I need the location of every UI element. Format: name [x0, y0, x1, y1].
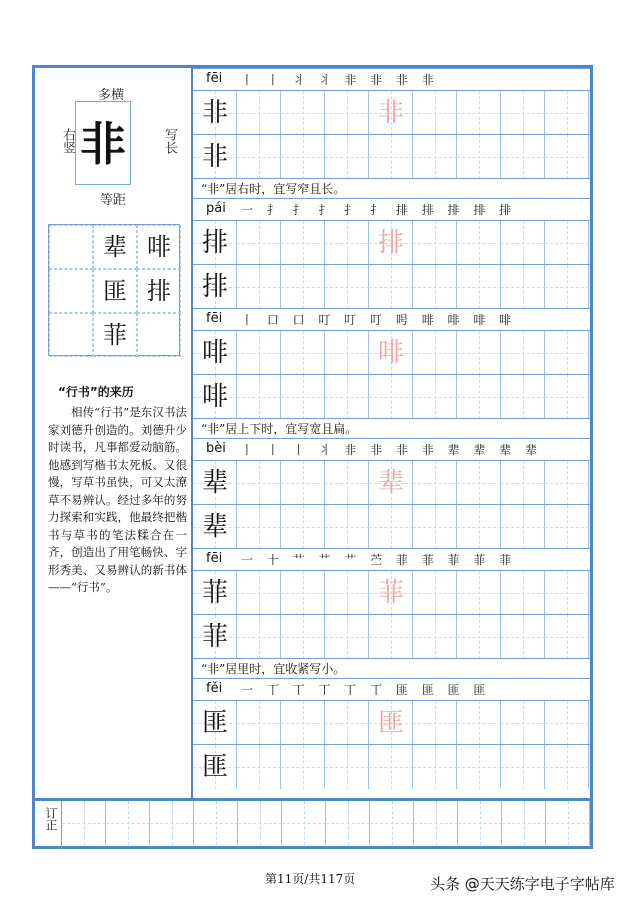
pinyin: fěi: [206, 681, 223, 696]
grid-cell[interactable]: [325, 461, 369, 505]
trace-char: 排: [377, 228, 404, 258]
grid-cell[interactable]: [413, 135, 457, 179]
grid-cell[interactable]: [501, 701, 545, 745]
story-title: “行书”的来历: [58, 385, 134, 399]
grid-cell[interactable]: [413, 221, 457, 265]
grid-cell[interactable]: [325, 571, 369, 615]
grid-cell[interactable]: [457, 571, 501, 615]
grid-cell[interactable]: [193, 505, 237, 549]
model-char: 菲: [201, 622, 228, 652]
grid-cell[interactable]: [237, 571, 281, 615]
grid-cell[interactable]: [413, 265, 457, 309]
stroke-order: 一 丅 丅 丅 丅 丅 匪 匪 匪 匪: [241, 683, 491, 697]
stroke-order: 丨 丨 丬 丬 非 非 非 非: [241, 73, 439, 87]
grid-cell[interactable]: [501, 135, 545, 179]
correction-cell[interactable]: [502, 801, 546, 845]
page-footer: 第11页/共117页: [265, 872, 356, 886]
grid-cell[interactable]: [413, 745, 457, 789]
correction-cell[interactable]: [150, 801, 194, 845]
practice-grid-row: [193, 700, 590, 744]
stroke-order: 丨 口 口 叮 叮 叮 呺 啡 啡 啡 啡: [241, 313, 517, 327]
grid-cell[interactable]: [413, 615, 457, 659]
grid-cell[interactable]: [237, 221, 281, 265]
grid-cell[interactable]: [545, 331, 589, 375]
grid-cell[interactable]: [545, 265, 589, 309]
grid-cell[interactable]: [325, 135, 369, 179]
grid-cell[interactable]: [193, 701, 237, 745]
grid-cell[interactable]: [193, 135, 237, 179]
grid-cell[interactable]: [281, 221, 325, 265]
grid-cell[interactable]: [457, 461, 501, 505]
grid-cell[interactable]: [369, 461, 413, 505]
grid-cell[interactable]: [281, 91, 325, 135]
grid-cell[interactable]: [457, 505, 501, 549]
pinyin: bèi: [206, 441, 226, 456]
grid-cell[interactable]: [193, 745, 237, 789]
grid-cell[interactable]: [281, 571, 325, 615]
practice-grid-row: [193, 134, 590, 178]
grid-cell[interactable]: [369, 615, 413, 659]
pinyin: fēi: [206, 71, 223, 86]
grid-cell[interactable]: [369, 91, 413, 135]
grid-cell[interactable]: [501, 505, 545, 549]
pinyin-row: [193, 438, 590, 460]
grid-cell[interactable]: [501, 461, 545, 505]
stroke-order: 一 十 艹 艹 艹 苎 菲 菲 菲 菲 菲: [241, 553, 517, 567]
writing-tip: “非”居里时，宜收紧写小。: [193, 658, 590, 678]
writing-tip: “非”居右时，宜写窄且长。: [193, 178, 590, 198]
word-grid: [48, 224, 180, 356]
grid-cell[interactable]: [413, 461, 457, 505]
practice-grid-row: [193, 220, 590, 264]
grid-cell[interactable]: [281, 265, 325, 309]
grid-cell[interactable]: [413, 375, 457, 419]
practice-grid-row: [193, 330, 590, 374]
pinyin-row: [193, 198, 590, 220]
grid-cell[interactable]: [501, 91, 545, 135]
grid-cell[interactable]: [501, 571, 545, 615]
model-char: 排: [201, 228, 228, 258]
grid-cell[interactable]: [237, 375, 281, 419]
pinyin: fēi: [206, 551, 223, 566]
model-char: 啡: [201, 338, 228, 368]
grid-cell[interactable]: [545, 505, 589, 549]
model-char: 辈: [201, 512, 228, 542]
grid-cell[interactable]: [501, 221, 545, 265]
grid-cell[interactable]: [545, 461, 589, 505]
grid-cell[interactable]: [281, 375, 325, 419]
model-char: 非: [201, 98, 228, 128]
grid-cell[interactable]: [369, 265, 413, 309]
grid-cell[interactable]: [369, 745, 413, 789]
grid-cell[interactable]: [457, 265, 501, 309]
grid-cell[interactable]: [193, 221, 237, 265]
grid-cell[interactable]: [325, 375, 369, 419]
grid-cell[interactable]: [193, 615, 237, 659]
grid-cell[interactable]: [281, 615, 325, 659]
model-char: 辈: [201, 468, 228, 498]
correction-cell[interactable]: [458, 801, 502, 845]
practice-grid-row: [193, 614, 590, 658]
grid-cell[interactable]: [545, 375, 589, 419]
grid-cell[interactable]: [413, 505, 457, 549]
grid-cell[interactable]: [369, 135, 413, 179]
grid-cell[interactable]: [325, 265, 369, 309]
model-char: 非: [201, 142, 228, 172]
stroke-order: 一 扌 扌 扌 扌 扌 排 排 排 排 排: [241, 203, 517, 217]
model-char: 匪: [201, 752, 228, 782]
writing-tip: “非”居上下时，宜写宽且扁。: [193, 418, 590, 438]
practice-grid-row: [193, 504, 590, 548]
pinyin-row: [193, 68, 590, 90]
grid-cell[interactable]: [369, 505, 413, 549]
trace-char: 辈: [377, 468, 404, 498]
practice-area: [193, 68, 590, 798]
pinyin-row: [193, 548, 590, 570]
correction-cell[interactable]: [194, 801, 238, 845]
grid-cell[interactable]: [193, 265, 237, 309]
grid-cell[interactable]: [501, 615, 545, 659]
grid-cell[interactable]: [325, 331, 369, 375]
grid-cell[interactable]: [501, 375, 545, 419]
note-left: 右竖: [60, 128, 75, 154]
grid-cell[interactable]: [457, 375, 501, 419]
trace-char: 非: [377, 98, 404, 128]
stroke-order: 丨 丨 丨 丬 非 非 非 非 辈 辈 辈 辈: [241, 443, 542, 457]
grid-cell[interactable]: [237, 265, 281, 309]
grid-cell[interactable]: [281, 505, 325, 549]
grid-cell[interactable]: [545, 91, 589, 135]
grid-cell[interactable]: [501, 745, 545, 789]
grid-cell[interactable]: [369, 375, 413, 419]
correction-cell[interactable]: [370, 801, 414, 845]
grid-cell[interactable]: [325, 505, 369, 549]
grid-cell[interactable]: [369, 571, 413, 615]
grid-cell[interactable]: [193, 91, 237, 135]
grid-cell[interactable]: [457, 331, 501, 375]
model-char: 匪: [201, 708, 228, 738]
grid-cell[interactable]: [237, 461, 281, 505]
grid-cell[interactable]: [237, 331, 281, 375]
grid-cell[interactable]: [325, 221, 369, 265]
grid-cell[interactable]: [193, 571, 237, 615]
grid-cell[interactable]: [237, 505, 281, 549]
grid-cell[interactable]: [237, 135, 281, 179]
correction-cell[interactable]: [62, 801, 106, 845]
note-top: 多横: [98, 88, 125, 103]
correction-strip: [32, 801, 593, 849]
grid-cell[interactable]: [457, 701, 501, 745]
practice-grid-row: [193, 744, 590, 788]
model-char: 排: [201, 272, 228, 302]
grid-cell[interactable]: [413, 331, 457, 375]
word-char: 辈: [103, 233, 127, 261]
correction-cell[interactable]: [282, 801, 326, 845]
correction-cell[interactable]: [106, 801, 150, 845]
model-char: 啡: [201, 382, 228, 412]
grid-cell[interactable]: [237, 615, 281, 659]
pinyin-row: [193, 308, 590, 330]
grid-cell[interactable]: [193, 461, 237, 505]
grid-cell[interactable]: [413, 701, 457, 745]
grid-cell[interactable]: [325, 615, 369, 659]
grid-cell[interactable]: [193, 375, 237, 419]
practice-grid-row: [193, 460, 590, 504]
grid-cell[interactable]: [237, 745, 281, 789]
grid-cell[interactable]: [369, 221, 413, 265]
note-right: 写长: [162, 128, 177, 154]
main-character: 非: [75, 101, 131, 185]
grid-cell[interactable]: [457, 745, 501, 789]
correction-cell[interactable]: [414, 801, 458, 845]
grid-cell[interactable]: [281, 701, 325, 745]
grid-cell[interactable]: [457, 135, 501, 179]
practice-grid-row: [193, 570, 590, 614]
correction-cell[interactable]: [326, 801, 370, 845]
word-char: 啡: [147, 233, 171, 261]
correction-label: 订正: [44, 807, 58, 831]
watermark: 头条 @天天练字电子字帖库: [430, 875, 615, 893]
grid-cell[interactable]: [413, 571, 457, 615]
note-bottom: 等距: [100, 193, 127, 208]
pinyin: pái: [206, 201, 226, 216]
trace-char: 啡: [377, 338, 404, 368]
practice-grid-row: [193, 90, 590, 134]
grid-cell[interactable]: [457, 615, 501, 659]
grid-cell[interactable]: [545, 221, 589, 265]
grid-cell[interactable]: [545, 615, 589, 659]
grid-cell[interactable]: [545, 745, 589, 789]
word-char: 排: [147, 277, 171, 305]
grid-cell[interactable]: [281, 135, 325, 179]
practice-grid-row: [193, 264, 590, 308]
grid-cell[interactable]: [237, 701, 281, 745]
correction-cell[interactable]: [546, 801, 590, 845]
trace-char: 匪: [377, 708, 404, 738]
grid-cell[interactable]: [325, 745, 369, 789]
word-char: 匪: [103, 277, 127, 305]
grid-cell[interactable]: [545, 571, 589, 615]
grid-cell[interactable]: [281, 745, 325, 789]
pinyin: fēi: [206, 311, 223, 326]
grid-cell[interactable]: [281, 461, 325, 505]
grid-cell[interactable]: [281, 331, 325, 375]
practice-grid-row: [193, 374, 590, 418]
grid-cell[interactable]: [545, 701, 589, 745]
correction-cell[interactable]: [238, 801, 282, 845]
word-char: 菲: [103, 321, 127, 349]
pinyin-row: [193, 678, 590, 700]
grid-cell[interactable]: [325, 701, 369, 745]
grid-cell[interactable]: [501, 265, 545, 309]
grid-cell[interactable]: [545, 135, 589, 179]
grid-cell[interactable]: [457, 91, 501, 135]
model-char: 菲: [201, 578, 228, 608]
grid-cell[interactable]: [193, 331, 237, 375]
grid-cell[interactable]: [501, 331, 545, 375]
story-text: 相传“行书”是东汉书法家刘德升创造的。刘德升少时读书，凡事都爱动脑筋。他感到写楷书太死板、又很慢，写草书虽快，可又太潦草不易辨认。经过多年的努力探索和实践，他最终把楷书与草书的笔法糅合在一齐，创造出了用笔畅快、字形秀美、又易辨认的新书体——“行书”。: [48, 405, 187, 594]
grid-cell[interactable]: [413, 91, 457, 135]
grid-cell[interactable]: [457, 221, 501, 265]
grid-cell[interactable]: [325, 91, 369, 135]
trace-char: 菲: [377, 578, 404, 608]
grid-cell[interactable]: [369, 701, 413, 745]
grid-cell[interactable]: [369, 331, 413, 375]
grid-cell[interactable]: [237, 91, 281, 135]
